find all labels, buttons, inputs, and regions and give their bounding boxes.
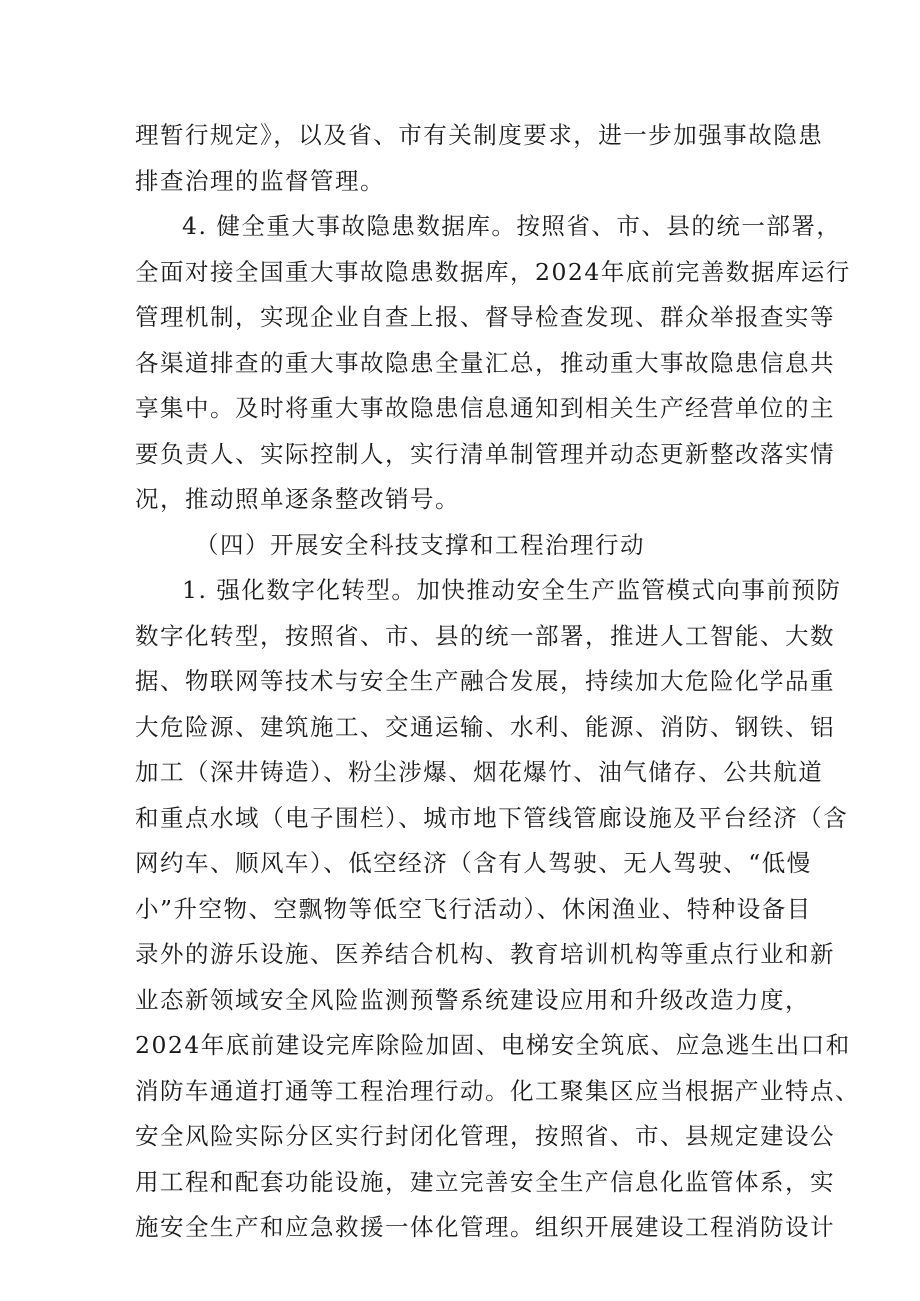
text-line: 要负责人、实际控制人，实行清单制管理并动态更新整改落实情 bbox=[135, 439, 835, 468]
text-line: 用工程和配套功能设施，建立完善安全生产信息化监管体系，实 bbox=[135, 1167, 835, 1196]
text-line: 施安全生产和应急救援一体化管理。组织开展建设工程消防设计 bbox=[135, 1213, 835, 1241]
text-line: 安全风险实际分区实行封闭化管理，按照省、市、县规定建设公 bbox=[135, 1122, 835, 1150]
text-line: 享集中。及时将重大事故隐患信息通知到相关生产经营单位的主 bbox=[135, 394, 835, 422]
section-heading: （四）开展安全科技支撑和工程治理行动 bbox=[195, 530, 645, 559]
text-line: 管理机制，实现企业自查上报、督导检查发现、群众举报查实等 bbox=[135, 303, 835, 331]
text-line: 数字化转型，按照省、市、县的统一部署，推进人工智能、大数 bbox=[135, 621, 835, 650]
text-line: 和重点水域（电子围栏）、城市地下管线管廊设施及平台经济（含 bbox=[135, 803, 849, 832]
text-line: 录外的游乐设施、医养结合机构、教育培训机构等重点行业和新 bbox=[135, 940, 835, 968]
paragraph-start-line: 1. 强化数字化转型。加快推动安全生产监管模式向事前预防 bbox=[182, 576, 842, 604]
body-text bbox=[135, 113, 860, 1251]
text-line: 小”升空物、空飘物等低空飞行活动）、休闲渔业、特种设备目 bbox=[135, 894, 812, 923]
text-line: 况，推动照单逐条整改销号。 bbox=[135, 485, 460, 513]
text-line: 各渠道排查的重大事故隐患全量汇总，推动重大事故隐患信息共 bbox=[135, 348, 835, 377]
text-line: 理暂行规定》，以及省、市有关制度要求，进一步加强事故隐患 bbox=[135, 121, 824, 149]
text-line: 大危险源、建筑施工、交通运输、水利、能源、消防、钢铁、铝 bbox=[135, 712, 835, 741]
text-line: 全面对接全国重大事故隐患数据库，2024年底前完善数据库运行 bbox=[135, 257, 851, 286]
text-line: 业态新领域安全风险监测预警系统建设应用和升级改造力度， bbox=[135, 985, 810, 1014]
text-line: 网约车、顺风车）、低空经济（含有人驾驶、无人驾驶、“低慢 bbox=[135, 849, 812, 877]
text-line: 据、物联网等技术与安全生产融合发展，持续加大危险化学品重 bbox=[135, 667, 835, 695]
text-line: 2024年底前建设完库除险加固、电梯安全筑底、应急逃生出口和 bbox=[135, 1031, 851, 1059]
paragraph-start-line: 4. 健全重大事故隐患数据库。按照省、市、县的统一部署， bbox=[182, 212, 842, 240]
text-line: 排查治理的监督管理。 bbox=[135, 166, 385, 195]
text-line: 消防车通道打通等工程治理行动。化工聚集区应当根据产业特点、 bbox=[135, 1076, 860, 1105]
text-line: 加工（深井铸造）、粉尘涉爆、烟花爆竹、油气储存、公共航道 bbox=[135, 758, 824, 786]
